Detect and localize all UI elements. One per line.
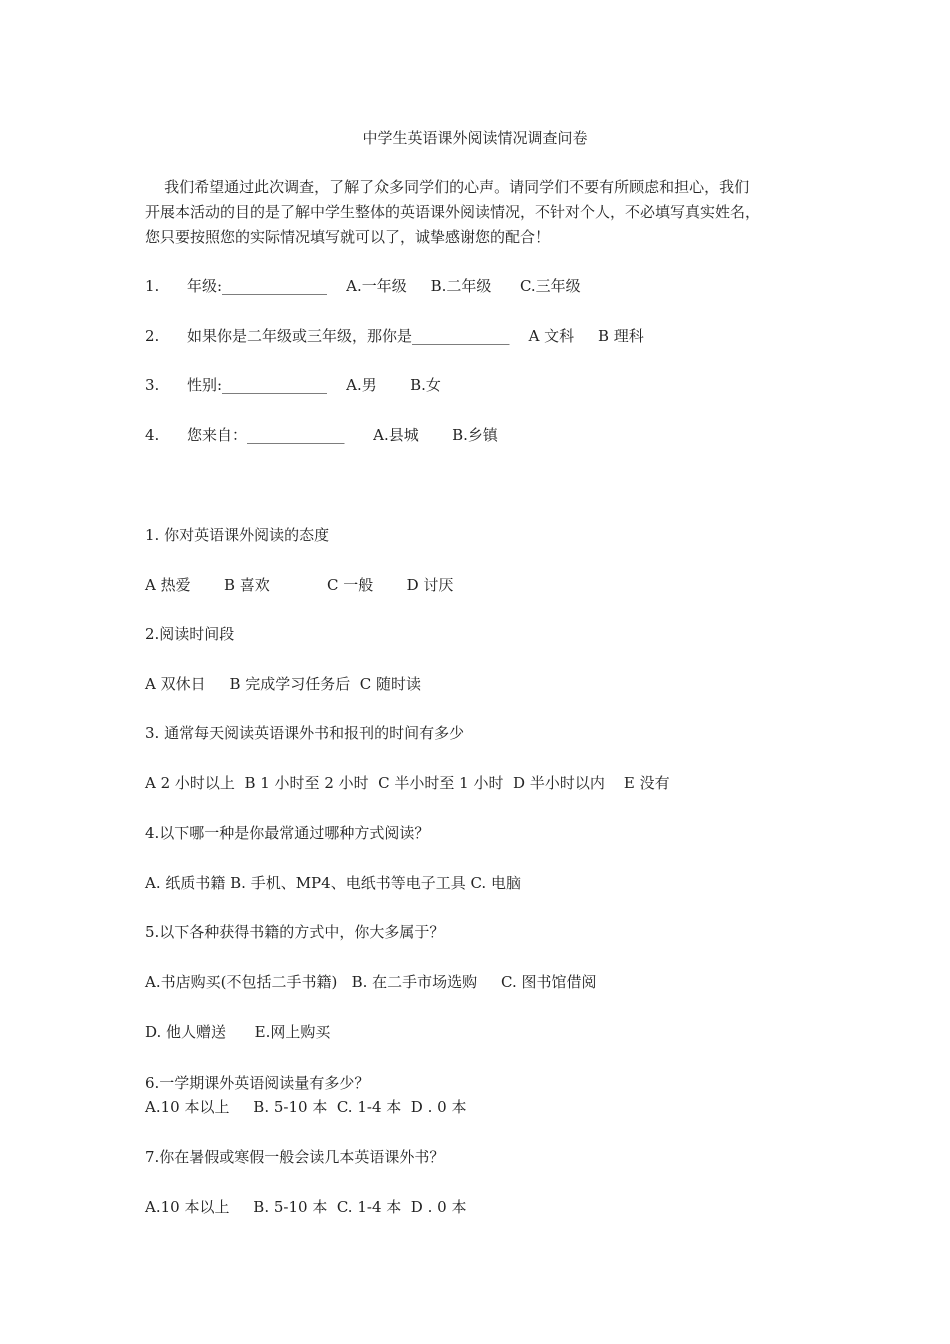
- basic-info-number: 4.: [145, 426, 160, 444]
- survey-question: 5.以下各种获得书籍的方式中，你大多属于？: [145, 923, 445, 941]
- intro-line-3: 您只要按照您的实际情况填写就可以了，诚挚感谢您的配合！: [145, 228, 551, 246]
- survey-options: A.10 本以上 B. 5-10 本 C. 1-4 本 D . 0 本: [145, 1098, 467, 1116]
- survey-options: A. 纸质书籍 B. 手机、MP4、电纸书等电子工具 C. 电脑: [145, 874, 521, 892]
- intro-line-1: 我们希望通过此次调查，了解了众多同学们的心声。请同学们不要有所顾虑和担心，我们: [145, 178, 750, 196]
- basic-info-number: 3.: [145, 376, 160, 394]
- basic-info-text: 年级:______________ A.一年级 B.二年级 C.三年级: [187, 277, 581, 295]
- survey-question: 3. 通常每天阅读英语课外书和报刊的时间有多少: [145, 724, 465, 742]
- survey-options: A 双休日 B 完成学习任务后 C 随时读: [145, 675, 422, 693]
- basic-info-number: 2.: [145, 327, 160, 345]
- document-title: 中学生英语课外阅读情况调查问卷: [362, 129, 588, 147]
- survey-options: D. 他人赠送 E.网上购买: [145, 1023, 331, 1041]
- survey-options: A.10 本以上 B. 5-10 本 C. 1-4 本 D . 0 本: [145, 1198, 467, 1216]
- basic-info-text: 如果你是二年级或三年级，那你是_____________ A 文科 B 理科: [187, 327, 644, 345]
- basic-info-text: 性别:______________ A.男 B.女: [187, 376, 441, 394]
- survey-options: A 热爱 B 喜欢 C 一般 D 讨厌: [145, 576, 454, 594]
- survey-question: 1. 你对英语课外阅读的态度: [145, 526, 330, 544]
- survey-question: 6.一学期课外英语阅读量有多少？: [145, 1074, 370, 1092]
- survey-options: A.书店购买(不包括二手书籍) B. 在二手市场选购 C. 图书馆借阅: [145, 973, 597, 991]
- survey-options: A 2 小时以上 B 1 小时至 2 小时 C 半小时至 1 小时 D 半小时以内 E 没有: [145, 774, 670, 792]
- intro-line-2: 开展本活动的目的是了解中学生整体的英语课外阅读情况，不针对个人，不必填写真实姓名，: [145, 203, 761, 221]
- basic-info-number: 1.: [145, 277, 160, 295]
- survey-question: 4.以下哪一种是你最常通过哪种方式阅读？: [145, 824, 430, 842]
- survey-question: 2.阅读时间段: [145, 625, 235, 643]
- survey-question: 7.你在暑假或寒假一般会读几本英语课外书？: [145, 1148, 445, 1166]
- basic-info-text: 您来自：_____________ A.县城 B.乡镇: [187, 426, 498, 444]
